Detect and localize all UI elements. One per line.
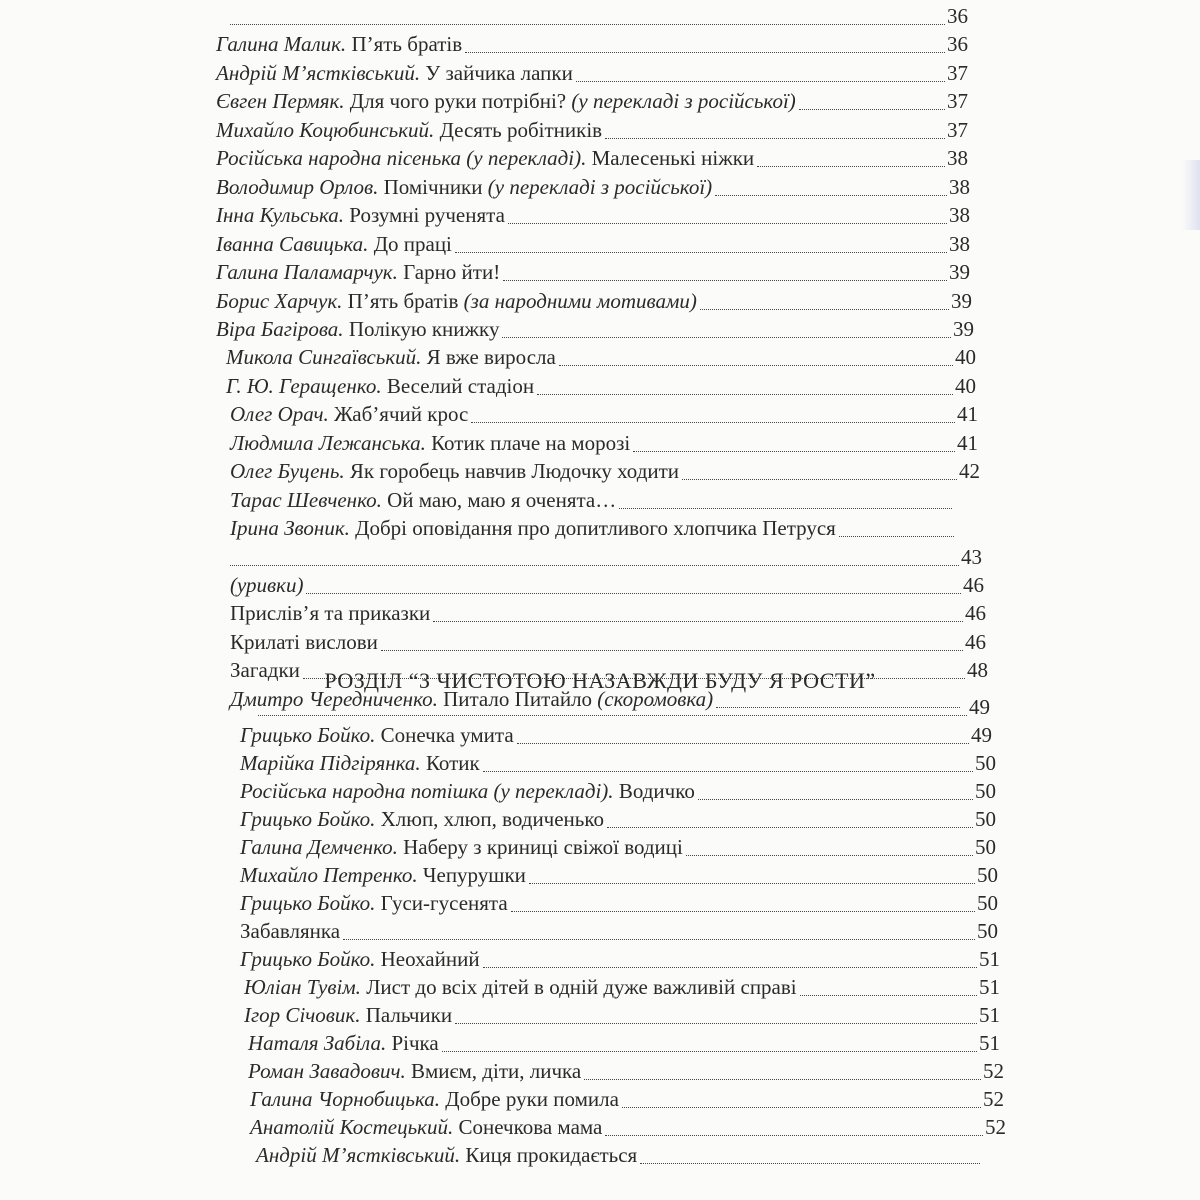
dot-leader (511, 911, 975, 912)
toc-entry (216, 172, 970, 202)
toc-author: Інна Кульська. (216, 203, 345, 228)
toc-entry (256, 1140, 1008, 1170)
toc-entry-text (240, 944, 480, 974)
toc-page-number: 37 (947, 117, 968, 142)
toc-entry-text (230, 627, 378, 657)
toc-page-number: 52 (983, 1087, 1004, 1111)
toc-entry (230, 1, 968, 31)
toc-entry-text (256, 1140, 637, 1170)
toc-page-number: 50 (975, 779, 996, 803)
toc-entry-text (240, 720, 514, 750)
toc-entry-text (216, 143, 754, 173)
dot-leader (529, 883, 975, 884)
toc-author: Російська народна потішка (у перекладі). (240, 779, 614, 803)
toc-entry (240, 916, 998, 946)
toc-entry (216, 29, 968, 59)
toc-entry (230, 598, 986, 628)
toc-author: (уривки) (230, 573, 304, 597)
toc-entry-text (216, 229, 452, 259)
toc-entry (258, 692, 990, 722)
toc-author: Андрій М’ястківський. (256, 1143, 461, 1167)
toc-entry-text (216, 200, 505, 230)
toc-entry-text (216, 29, 462, 59)
toc-author: Грицько Бойко. (240, 947, 376, 971)
dot-leader (757, 166, 945, 167)
toc-entry (230, 485, 980, 515)
toc-page-number: 38 (947, 146, 968, 171)
toc-title: Неохайний (375, 947, 480, 971)
toc-entry-text (248, 1056, 581, 1086)
toc-author: Анатолій Костецький. (250, 1115, 454, 1139)
dot-leader (605, 1135, 983, 1136)
dot-leader (230, 24, 945, 25)
toc-entry-text (240, 748, 480, 778)
toc-entry (250, 1112, 1006, 1142)
toc-page-number: 51 (979, 1031, 1000, 1055)
dot-leader (483, 967, 977, 968)
toc-author: Ірина Звоник. (230, 516, 350, 541)
toc-author: Олег Орач. (230, 402, 329, 427)
toc-title: Я вже виросла (421, 345, 556, 370)
toc-entry-text (230, 598, 430, 628)
toc-page-number: 37 (947, 60, 968, 85)
toc-title: Наберу з криниці свіжої водиці (397, 835, 683, 859)
toc-entry (230, 513, 982, 543)
toc-entry-text (230, 513, 836, 543)
toc-entry (248, 1056, 1004, 1086)
toc-page-number: 46 (965, 601, 986, 626)
toc-title: Малесенькі ніжки (586, 146, 755, 171)
toc-page-number: 49 (969, 695, 990, 719)
toc-author: Михайло Петренко. (240, 863, 418, 887)
toc-author: Віра Багірова. (216, 316, 344, 341)
toc-title: Чепурушки (417, 863, 526, 887)
toc-author: Ігор Січовик. (244, 1003, 361, 1027)
toc-entry (240, 720, 992, 750)
toc-title: Десять робітників (434, 117, 603, 142)
dot-leader (605, 138, 945, 139)
dot-leader (433, 621, 963, 622)
toc-page-number: 41 (957, 430, 978, 455)
toc-note: (за народними мотивами) (458, 288, 697, 313)
dot-leader (715, 195, 947, 196)
toc-author: Євген Пермяк. (216, 89, 345, 114)
toc-entry-text (240, 916, 340, 946)
toc-title: Загадки (230, 658, 300, 683)
toc-entry (216, 314, 974, 344)
toc-entry-text (240, 776, 695, 806)
toc-page-number: 36 (947, 4, 968, 28)
toc-author: Галина Демченко. (240, 835, 398, 859)
toc-title: Прислів’я та приказки (230, 601, 431, 626)
toc-entry-text (248, 1028, 439, 1058)
toc-title: Водичко (613, 779, 695, 803)
dot-leader (633, 451, 955, 452)
toc-title: П’ять братів (342, 288, 459, 313)
toc-author: Галина Малик. (216, 32, 347, 57)
dot-leader (619, 508, 952, 509)
toc-entry (230, 627, 986, 657)
toc-page-number: 50 (975, 751, 996, 775)
dot-leader (258, 715, 967, 716)
toc-page-number: 39 (951, 288, 972, 313)
toc-entry-text (216, 58, 573, 88)
toc-entry (240, 888, 998, 918)
toc-author: Грицько Бойко. (240, 807, 376, 831)
toc-entry (216, 115, 968, 145)
dot-leader (483, 771, 973, 772)
toc-entry-text (216, 286, 697, 316)
dot-leader (502, 337, 951, 338)
toc-title: Котик плаче на морозі (425, 430, 631, 455)
toc-entry-text (226, 342, 556, 372)
toc-author: Дмитро Чередниченко. (230, 686, 438, 711)
toc-author: Андрій М’ястківський. (216, 60, 421, 85)
dot-leader (508, 223, 947, 224)
toc-page-number: 51 (979, 975, 1000, 999)
toc-title: П’ять братів (346, 32, 463, 57)
toc-author: Г. Ю. Геращенко. (226, 373, 382, 398)
dot-leader (455, 1023, 977, 1024)
toc-author: Микола Сингаївський. (226, 345, 422, 370)
dot-leader (381, 650, 963, 651)
toc-page-number: 38 (949, 203, 970, 228)
toc-entry (216, 200, 970, 230)
toc-title: Ой маю, маю я оченята… (381, 487, 617, 512)
dot-leader (576, 81, 945, 82)
dot-leader (455, 252, 947, 253)
toc-entry-text (216, 314, 499, 344)
toc-entry (240, 944, 1000, 974)
toc-entry-text (240, 832, 683, 862)
toc-title: Котик (420, 751, 480, 775)
toc-author: Володимир Орлов. (216, 174, 379, 199)
toc-page-number: 43 (961, 544, 982, 569)
toc-title: Жаб’ячий крос (328, 402, 469, 427)
toc-page-number: 50 (977, 863, 998, 887)
toc-entry (230, 570, 984, 600)
toc-entry (226, 371, 976, 401)
toc-title: Гарно йти! (397, 260, 501, 285)
toc-page-number: 37 (947, 89, 968, 114)
toc-entry (240, 832, 996, 862)
toc-title: Як горобець навчив Людочку ходити (344, 459, 680, 484)
toc-entry-text (240, 860, 526, 890)
toc-title: Лист до всіх дітей в одній дуже важливій справі (360, 975, 797, 999)
toc-page-number: 51 (979, 1003, 1000, 1027)
toc-author: Людмила Лежанська. (230, 430, 426, 455)
toc-title: Гуси-гусенята (375, 891, 508, 915)
toc-title: Пальчики (360, 1003, 453, 1027)
toc-entry (226, 342, 976, 372)
toc-entry (216, 257, 970, 287)
toc-page-number: 50 (975, 807, 996, 831)
toc-entry (216, 229, 970, 259)
toc-title: Вмиєм, діти, личка (405, 1059, 582, 1083)
toc-entry (244, 1000, 1000, 1030)
toc-entry-text (230, 428, 630, 458)
dot-leader (622, 1107, 981, 1108)
toc-entry-text (230, 570, 303, 600)
toc-title: Полікую книжку (343, 316, 500, 341)
toc-page-number: 51 (979, 947, 1000, 971)
toc-entry (240, 860, 998, 890)
dot-leader (471, 422, 955, 423)
toc-entry-text (244, 972, 797, 1002)
toc-title: Забавлянка (240, 919, 341, 943)
toc-author: Грицько Бойко. (240, 723, 376, 747)
toc-entry (244, 972, 1000, 1002)
dot-leader (559, 365, 953, 366)
toc-page-number: 42 (959, 459, 980, 484)
toc-author: Галина Паламарчук. (216, 260, 398, 285)
dot-leader (503, 280, 947, 281)
toc-note: (скоромовка) (592, 686, 714, 711)
toc-entry-text (230, 456, 679, 486)
toc-entry (240, 748, 996, 778)
toc-entry-text (226, 371, 534, 401)
toc-author: Наталя Забіла. (248, 1031, 387, 1055)
toc-page-number: 48 (967, 658, 988, 683)
dot-leader (799, 109, 945, 110)
toc-author: Михайло Коцюбинський. (216, 117, 435, 142)
toc-author: Іванна Савицька. (216, 231, 369, 256)
dot-leader (839, 536, 954, 537)
toc-entry (216, 286, 972, 316)
toc-page-number: 52 (985, 1115, 1006, 1139)
toc-page-number: 40 (955, 373, 976, 398)
toc-title: Веселий стадіон (381, 373, 535, 398)
dot-leader (584, 1079, 981, 1080)
dot-leader (465, 52, 945, 53)
toc-entry-text (216, 86, 796, 116)
dot-leader (442, 1051, 977, 1052)
toc-author: Олег Буцень. (230, 459, 345, 484)
toc-author: Марійка Підгірянка. (240, 751, 421, 775)
toc-title: У зайчика лапки (420, 60, 573, 85)
dot-leader (343, 939, 975, 940)
dot-leader (537, 394, 953, 395)
toc-page-number: 39 (953, 316, 974, 341)
toc-entry-text (216, 172, 712, 202)
toc-page-number: 39 (949, 260, 970, 285)
toc-entry-text (216, 115, 602, 145)
toc-page-number: 40 (955, 345, 976, 370)
toc-title: Помічники (378, 174, 483, 199)
toc-author: Російська народна пісенька (у перекладі). (216, 146, 587, 171)
toc-title: Сонечка умита (375, 723, 514, 747)
toc-title: До праці (368, 231, 452, 256)
toc-page-number: 46 (963, 573, 984, 597)
toc-entry (240, 776, 996, 806)
toc-entry (250, 1084, 1004, 1114)
toc-author: Тарас Шевченко. (230, 487, 382, 512)
toc-title: Розумні рученята (344, 203, 505, 228)
toc-title: Питало Питайло (437, 686, 593, 711)
toc-author: Грицько Бойко. (240, 891, 376, 915)
toc-page-number: 50 (975, 835, 996, 859)
toc-title: Хлюп, хлюп, водиченько (375, 807, 605, 831)
toc-entry (230, 428, 978, 458)
toc-entry (230, 456, 980, 486)
dot-leader (682, 479, 957, 480)
toc-entry (240, 804, 996, 834)
toc-page-number: 52 (983, 1059, 1004, 1083)
toc-page-number: 50 (977, 919, 998, 943)
dot-leader (306, 593, 961, 594)
dot-leader (230, 565, 959, 566)
toc-entry-text (250, 1112, 602, 1142)
toc-entry-text (250, 1084, 619, 1114)
toc-author: Юліан Тувім. (244, 975, 361, 999)
toc-title: Добре руки помила (440, 1087, 619, 1111)
toc-author: Борис Харчук. (216, 288, 343, 313)
toc-entry (216, 58, 968, 88)
dot-leader (698, 799, 973, 800)
toc-entry-text (230, 399, 468, 429)
toc-entry (230, 542, 982, 572)
scan-edge-mark (1182, 160, 1200, 230)
toc-title: Крилаті вислови (230, 629, 378, 654)
dot-leader (700, 309, 949, 310)
toc-note: (у перекладі з російської) (566, 89, 796, 114)
toc-entry-text (240, 804, 604, 834)
toc-page-number: 50 (977, 891, 998, 915)
toc-title: Сонечкова мама (453, 1115, 603, 1139)
toc-entry-text (244, 1000, 452, 1030)
toc-page-number: 41 (957, 402, 978, 427)
toc-page-number: 38 (949, 231, 970, 256)
toc-entry (248, 1028, 1000, 1058)
dot-leader (800, 995, 977, 996)
toc-title: Киця прокидається (460, 1143, 638, 1167)
toc-title: Добрі оповідання про допитливого хлопчика Петруся (349, 516, 836, 541)
toc-entry-text (230, 485, 616, 515)
toc-entry-text (216, 257, 500, 287)
toc-author: Галина Чорнобицька. (250, 1087, 441, 1111)
toc-author: Роман Завадович. (248, 1059, 406, 1083)
toc-page-number: 36 (947, 32, 968, 57)
toc-page-number: 38 (949, 174, 970, 199)
dot-leader (686, 855, 973, 856)
toc-entry-text (240, 888, 508, 918)
dot-leader (607, 827, 973, 828)
toc-title: Для чого руки потрібні? (344, 89, 567, 114)
dot-leader (517, 743, 969, 744)
toc-page-number: 49 (971, 723, 992, 747)
toc-entry (216, 143, 968, 173)
toc-note: (у перекладі з російської) (482, 174, 713, 199)
section-heading: РОЗДІЛ “З ЧИСТОТОЮ НАЗАВЖДИ БУДУ Я РОСТИ” (324, 668, 876, 693)
toc-page-number: 46 (965, 629, 986, 654)
toc-entry (216, 86, 968, 116)
toc-entry (230, 399, 978, 429)
dot-leader (640, 1163, 980, 1164)
toc-title: Річка (386, 1031, 439, 1055)
